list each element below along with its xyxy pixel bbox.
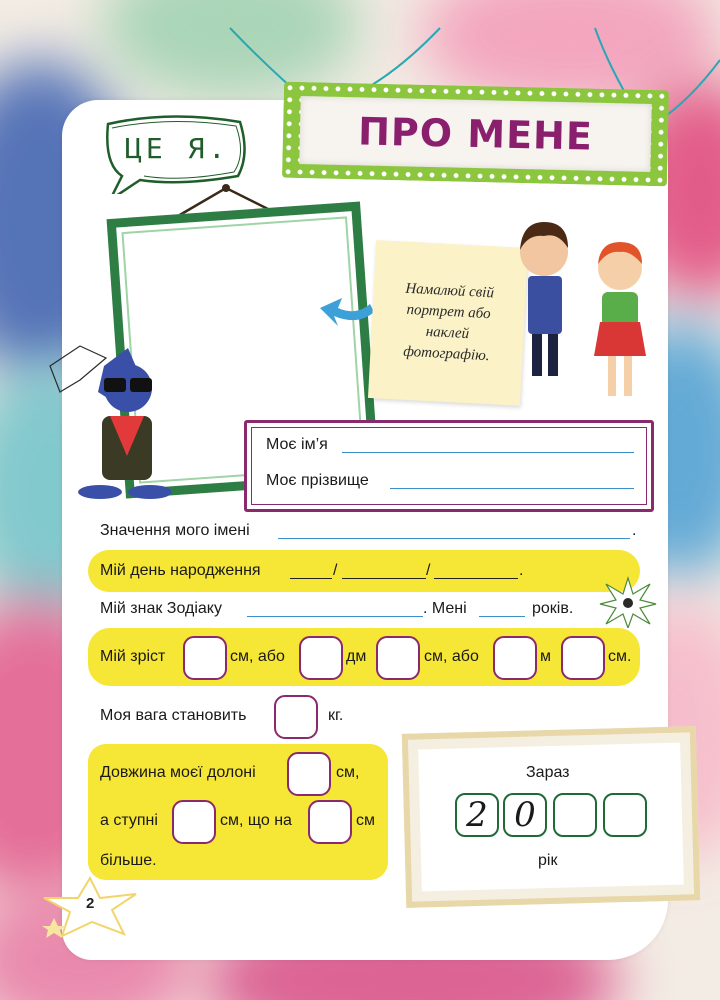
first-name-line[interactable]: [342, 452, 634, 453]
weight-unit: кг.: [328, 707, 344, 724]
last-name-label: Моє прізвище: [266, 472, 369, 489]
palm-line-1: Довжина моєї долоні: [100, 764, 256, 781]
instruction-note: [368, 240, 528, 406]
height-cm-box-3[interactable]: [561, 636, 605, 680]
height-unit-5: см.: [608, 648, 632, 665]
height-unit-1: см, або: [230, 648, 285, 665]
palm-unit-1: см,: [336, 764, 360, 781]
palm-unit-3: см: [356, 812, 375, 829]
birthday-month-line[interactable]: [342, 578, 426, 579]
age-label: . Мені: [423, 600, 467, 617]
sparkle-icon: [598, 576, 658, 628]
height-unit-2: дм: [346, 648, 367, 665]
title-frame: [282, 82, 669, 187]
arrow-icon: [318, 290, 378, 330]
height-unit-4: м: [540, 648, 551, 665]
star-icon: [40, 872, 150, 942]
age-unit: років.: [532, 600, 574, 617]
palm-unit-2: см, що на: [220, 812, 292, 829]
year-digit-2[interactable]: 0: [503, 793, 547, 837]
height-m-box[interactable]: [493, 636, 537, 680]
zodiac-line[interactable]: [247, 616, 423, 617]
palm-line-3: більше.: [100, 852, 157, 869]
year-box: [402, 726, 700, 908]
name-meaning-label: Значення мого імені: [100, 522, 250, 539]
year-digit-3[interactable]: [553, 793, 597, 837]
year-unit: рік: [538, 852, 558, 869]
page-number: 2: [86, 895, 95, 912]
name-meaning-line[interactable]: [278, 538, 630, 539]
last-name-line[interactable]: [390, 488, 634, 489]
page-title: ПРО МЕНЕ: [357, 109, 594, 159]
first-name-label: Моє ім’я: [266, 436, 328, 453]
note-text: Намалюй свій портрет або наклей фотографію.: [402, 280, 495, 365]
weight-box[interactable]: [274, 695, 318, 739]
name-box: [244, 420, 654, 512]
year-digit-4[interactable]: [603, 793, 647, 837]
cat-illustration: [40, 336, 190, 506]
birthday-sep-2: /: [426, 562, 431, 579]
height-unit-3: см, або: [424, 648, 479, 665]
weight-label: Моя вага становить: [100, 707, 247, 724]
age-line[interactable]: [479, 616, 525, 617]
birthday-label: Мій день народження: [100, 562, 261, 579]
palm-length-box[interactable]: [287, 752, 331, 796]
zodiac-label: Мій знак Зодіаку: [100, 600, 222, 617]
height-label: Мій зріст: [100, 648, 166, 665]
kids-illustration: [508, 206, 658, 406]
year-label: Зараз: [526, 764, 570, 781]
bubble-text: ЦЕ Я.: [125, 132, 230, 165]
birthday-year-line[interactable]: [434, 578, 518, 579]
birthday-end: .: [519, 562, 524, 579]
birthday-day-line[interactable]: [290, 578, 332, 579]
height-cm-box-2[interactable]: [376, 636, 420, 680]
name-meaning-end: .: [632, 522, 637, 539]
birthday-sep-1: /: [333, 562, 338, 579]
height-dm-box[interactable]: [299, 636, 343, 680]
height-cm-box-1[interactable]: [183, 636, 227, 680]
foot-length-box[interactable]: [172, 800, 216, 844]
year-digit-1[interactable]: 2: [455, 793, 499, 837]
difference-box[interactable]: [308, 800, 352, 844]
palm-line-2: а ступні: [100, 812, 158, 829]
